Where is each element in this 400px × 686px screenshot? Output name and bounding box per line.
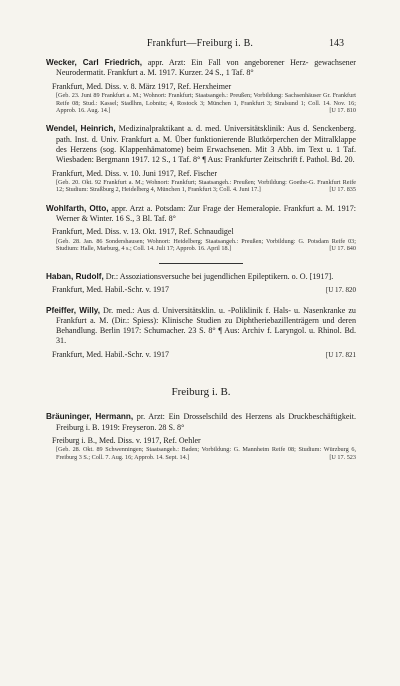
entry-text: appr. Arzt: Ein Fall von angeborener Herz- gewachsener Neurodermatit. Frankfurt a. M. 1917. Kurzer. 24 S., 1 Taf. 8° (56, 58, 356, 78)
note-text: [Geb. 23. Juni 89 Frankfurt a. M.; Wohnort: Frankfurt; Staatsangeh.: Preußen; Vorbildung: Sachsenhäuser Gr. Frankfurt Reife 08; Stud.: Kassel; Stadlhm, Lobnitz; 4, Rostock 3; München 1, Frankfurt 3; Stralsund 1; Coll. 14. Nov. 16; Approb. 16. Aug. 14.] (56, 92, 356, 114)
biographical-note (46, 92, 356, 114)
catalog-ref: [U 17. 840 (329, 245, 356, 253)
catalog-ref: [U 17. 835 (329, 186, 356, 194)
author-name: Wohlfarth, Otto, (46, 203, 109, 213)
dissertation-line: Frankfurt, Med. Diss. v. 13. Okt. 1917, Ref. Schnaudigel (52, 227, 234, 237)
author-name: Pfeiffer, Willy, (46, 305, 101, 315)
catalog-ref: [U 17. 523 (329, 453, 356, 461)
bibliography-entry (46, 204, 356, 253)
dissertation-line (46, 285, 356, 296)
diss-text: Frankfurt, Med. Habil.-Schr. v. 1917 (52, 349, 170, 359)
dissertation-line: Frankfurt, Med. Diss. v. 10. Juni 1917, Ref. Fischer (52, 168, 218, 178)
diss-text: Frankfurt, Med. Habil.-Schr. v. 1917 (52, 285, 170, 295)
section-heading: Freiburg i. B. (171, 386, 231, 399)
dissertation-line (46, 350, 356, 361)
bibliography-entry (46, 58, 356, 114)
biographical-note (46, 238, 356, 253)
author-name: Bräuninger, Hermann, (46, 412, 134, 422)
entry-text: Dr.: Assoziationsversuche bei jugendlichen Epileptikern. o. O. [1917]. (105, 271, 334, 281)
author-name: Haban, Rudolf, (46, 271, 104, 281)
entry-text: appr. Arzt a. Potsdam: Zur Frage der Hemeralopie. Frankfurt a. M. 1917: Werner & Winter. 16 S., 3 Bl. Taf. 8° (56, 203, 356, 224)
dissertation-line: Freiburg i. B., Med. Diss. v. 1917, Ref. Oehler (52, 435, 201, 445)
entry-text: Dr. med.: Aus d. Universitätsklin. u. -Poliklinik f. Hals- u. Nasenkranke zu Frankfurt a. M. (Dir.: Spiess): Klinische Studien zu Diphtheriebazillenträgern und deren Behandlung. Berlin 1917: Schumacher. 23 S. 8° ¶ Aus: Archiv f. Laryngol. u. Rhinol. Bd. 31. (56, 305, 356, 346)
bibliography-entry (46, 272, 356, 296)
author-name: Wendel, Heinrich, (46, 124, 116, 134)
section-divider (159, 263, 243, 264)
bibliography-entry (46, 412, 356, 461)
page-title: Frankfurt—Freiburg i. B. (146, 38, 254, 49)
note-text: [Geb. 28. Okt. 89 Schwenningen; Staatsangeh.: Baden; Vorbildung: G. Mannheim Reife 08; Studium: Würzburg 6, Freiburg 3 S.; Coll. 7. Aug. 16; Approb. 14. Sept. 14.] (56, 446, 356, 461)
bibliography-entry (46, 306, 356, 361)
entry-text: pr. Arzt: Ein Drosselschild des Herzens als Druckbeschäftigkeit. Freiburg i. B. 1919: Freyseron. 28 S. 8° (56, 412, 356, 432)
catalog-ref: [U 17. 810 (329, 106, 356, 114)
page-body (46, 58, 356, 471)
running-head (0, 38, 400, 52)
note-text: [Geb. 20. Okt. 92 Frankfurt a. M.; Wohnort: Frankfurt; Staatsangeh.: Preußen; Vorbildung: Goethe-G. Frankfurt Reife 12; Studium: Straßburg 2, Heidelberg 4, München 1, Frankfurt 3; Coll. 4. Juni 17.] (56, 179, 356, 194)
author-name: Wecker, Carl Friedrich, (46, 58, 142, 67)
note-text: [Geb. 28. Jan. 86 Sondershausen; Wohnort: Heidelberg; Staatsangeh.: Preußen; Vorbildung: G. Potsdam Reife 03; Studium: Halle, Marburg, 4 s.; Coll. 14. Juli 17; Approb. 16. April 18.] (56, 237, 356, 253)
biographical-note (46, 446, 356, 461)
bibliography-entry (46, 124, 356, 194)
catalog-ref: [U 17. 821 (325, 350, 356, 359)
page-number: 143 (329, 38, 344, 49)
catalog-ref: [U 17. 820 (325, 286, 356, 295)
biographical-note (46, 179, 356, 194)
dissertation-line: Frankfurt, Med. Diss. v. 8. März 1917, Ref. Herxheimer (52, 81, 232, 91)
entry-text: Medizinalpraktikant a. d. med. Universitätsklinik: Aus d. Senckenberg. path. Inst. d. Univ. Frankfurt a. M. Über funktionierende Blutkörperchen der Mitralklappe des Herzens (sog. Klappenhämatome) beim Erwachsenen. Mit 3 Abb. im Text u. 1 Taf. Wiesbaden: Bergmann 1917. 12 S., 1 Taf. 8° ¶ Aus: Frankfurter Zeitschrift f. Pathol. Bd. 20. (56, 124, 357, 165)
